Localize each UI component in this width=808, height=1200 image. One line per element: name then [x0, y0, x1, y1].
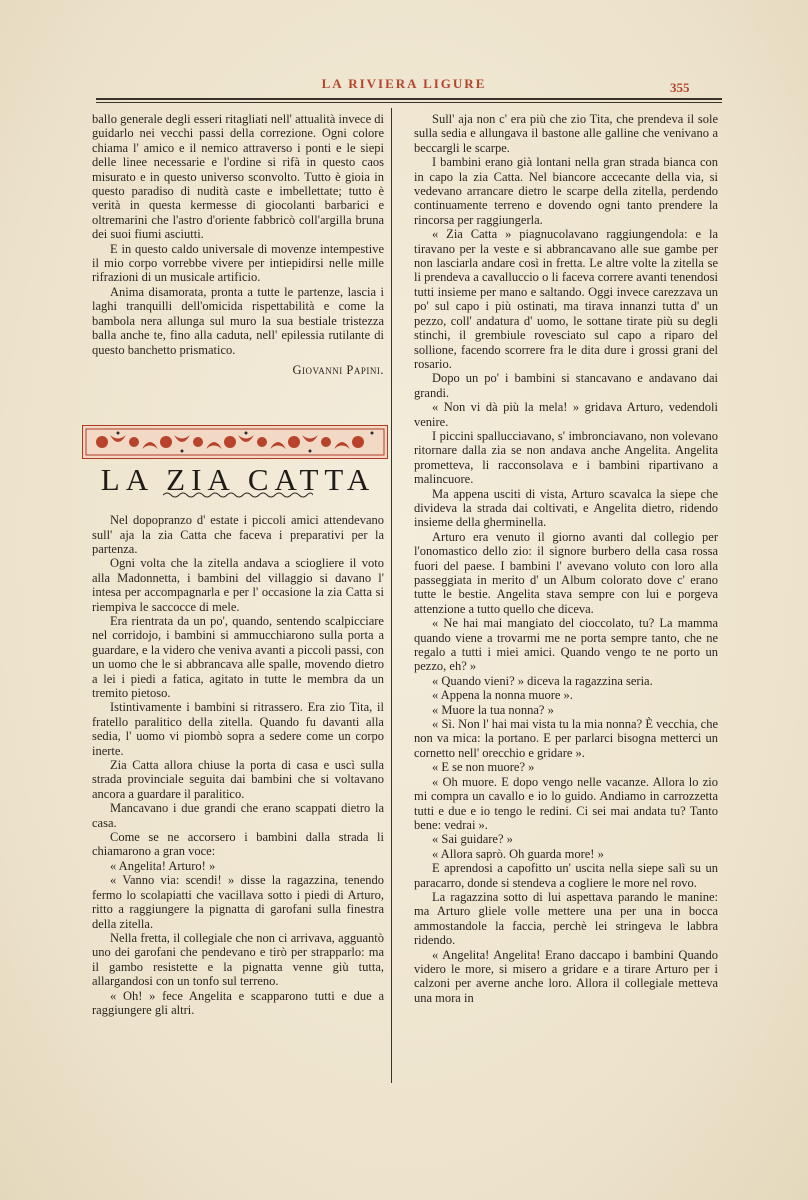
paragraph: Istintivamente i bambini si ritrassero. Era zio Tita, il fratello paralitico della zitella. Quando fu davanti alla sedia, l' uomo vi piombò sopra a sedere come un corpo inerte.: [92, 700, 384, 758]
paragraph: ballo generale degli esseri ritagliati nell' attualità invece di guidarlo nei vecchi passi della correzione. Ogni colore chiama l' amico e il nemico attraverso i ponti e le siepi delle linee necessarie e l'ordine si rifà in questo caos misurato e in questo universo sconvolto. Tutto è gioia in questo paradiso di nudità caste e imbellettate; tutto è verità in questa kermesse di giocolanti barbarici e oltremarini che l'astro d'oriente fabbricò coll'argilla bruna dei suoi fiumi asciutti.: [92, 112, 384, 242]
paragraph: Arturo era venuto il giorno avanti dal collegio per l'onomastico dello zio: il signore burbero della casa rossa fuori del paese. I bambini l' avevano voluto con loro alla passeggiata in merito d' un Album colorato dove c' erano tutte le bestie. Angelita stava sempre con lui e porgeva attenzione a tutto quello che diceva.: [414, 529, 718, 616]
paragraph: Nella fretta, il collegiale che non ci arrivava, agguantò uno dei garofani che pendevano e tirò per strapparlo: ma il gambo resistette e la pignatta venne giù tutta, allargandosi con un tonfo sul terreno.: [92, 930, 384, 989]
paragraph: « Quando vieni? » diceva la ragazzina seria.: [432, 673, 653, 688]
paragraph: Zia Catta allora chiuse la porta di casa e uscì sulla strada provinciale seguita dai bambini che si voltavano ancora a guardare il paralitico.: [92, 758, 384, 801]
paragraph: « E se non muore? »: [432, 760, 535, 775]
paragraph: E in questo caldo universale di movenze intempestive il mio corpo vorrebbe vivere per intiepidirsi nelle mille rifrazioni di un musicale artificio.: [92, 241, 384, 285]
paragraph: La ragazzina sotto di lui aspettava parando le manine: ma Arturo gliele volle mettere una per una in bocca ammostandole la faccia, perchè lei stringeva le labbra ridendo.: [414, 889, 718, 948]
paragraph: Sull' aja non c' era più che zio Tita, che prendeva il sole sulla sedia e allungava il bastone alle galline che venivano a beccargli le scarpe.: [414, 112, 718, 155]
author-signature: Giovanni Papini.: [292, 362, 384, 377]
running-header: LA RIVIERA LIGURE: [321, 76, 487, 91]
paragraph: « Vanno via: scendi! » disse la ragazzina, tenendo fermo lo scolapiatti che vacillava sotto i piedi di Arturo, ritto a raggiungere la pignatta di garofani sulla finestra della zitella.: [92, 873, 384, 931]
column-divider: [391, 108, 392, 1083]
paragraph: « Oh! » fece Angelita e scapparono tutti e due a raggiungere gli altri.: [92, 988, 384, 1017]
paragraph: Mancavano i due grandi che erano scappati dietro la casa.: [92, 801, 384, 830]
paragraph: « Muore la tua nonna? »: [432, 702, 554, 717]
paragraph: Ma appena usciti di vista, Arturo scavalca la siepe che divideva la strada dai coltivati, e Angelita dietro, ridendo insieme della gherminella.: [414, 486, 718, 530]
paragraph: Nel dopopranzo d' estate i piccoli amici attendevano sull' aja la zia Catta che faceva i preparativi per la partenza.: [92, 513, 384, 556]
paragraph: « Non vi dà più la mela! » gridava Arturo, vedendoli venire.: [414, 400, 718, 429]
paragraph: I bambini erano già lontani nella gran strada bianca con in capo la zia Catta. Nel biancore accecante della via, si vedevano arrancare dietro le scarpe della zitella, perdendo continuamente terreno e dovendo ogni tanto prendere la rincorsa per raggiungerla.: [414, 155, 718, 227]
paragraph: « Ne hai mai mangiato del cioccolato, tu? La mamma quando viene a trovarmi me ne porta sempre tanto, che ne regalo a tutti i miei amici. Quando vengo te ne porto un pezzo, eh? »: [414, 616, 718, 674]
paragraph: « Angelita! Arturo! »: [110, 858, 216, 873]
right-column: [414, 112, 718, 1005]
paragraph: « Appena la nonna muore ».: [432, 688, 573, 703]
paragraph: Era rientrata da un po', quando, sentendo scalpicciare nel corridojo, i bambini si ammucchiarono sulla porta a guardare, e la videro che veniva avanti a piccoli passi, con un uomo che le si abbrancava alle spalle, movendo dietro a lei i piedi a fatica, agitato in tutte le membra da un tremito pietoso.: [92, 613, 384, 700]
paragraph: E aprendosi a capofitto un' uscita nella siepe salì su un paracarro, donde si stendeva a cogliere le more nel rovo.: [414, 861, 718, 890]
decorative-ornament-band: [82, 425, 388, 459]
paragraph: « Angelita! Angelita! Erano daccapo i bambini Quando videro le more, si misero a gridare e a tirare Arturo per i calzoni per averne anche loro. Allora il collegiale metteva una mora in: [414, 947, 718, 1005]
paragraph: « Zia Catta » piagnucolavano raggiungendola: e la tiravano per la veste e si abbrancavano alle sue gambe per non lasciarla andare così in fretta. Le altre volte la zitella se li prendeva a cavalluccio o li faceva correre avanti tenendosi tutti insieme per mano e saltando. Oggi invece carezzava un po' sul capo i più ostinati, ma tirava innanzi tutta d' un pezzo, coll' andatura d' uomo, le sottane tirate più su degli stinchi, il grembiule rovesciato sul capo a riparo del sollione, facendo scorrere fra le dita dure i grossi grani del rosario.: [414, 227, 718, 371]
paragraph: « Sai guidare? »: [432, 832, 513, 847]
paragraph: Dopo un po' i bambini si stancavano e andavano dai grandi.: [414, 371, 718, 400]
story-title: LA ZIA CATTA: [100, 461, 376, 497]
page-number: 355: [670, 80, 690, 95]
paragraph: I piccini spallucciavano, s' imbronciavano, non volevano ritornare dalla zia se non andava anche Angelita. Angelita prometteva, li racconsolava e i bambini ripartivano a malincuore.: [414, 428, 718, 487]
paragraph: « Oh muore. E dopo vengo nelle vacanze. Allora lo zio mi compra un cavallo e io lo guido. Andiamo in carrozzetta tutti e due e io tengo le redini. Ci sei mai andata tu? Tanto bene: vedrai ».: [414, 774, 718, 832]
paragraph: « Allora saprò. Oh guarda more! »: [432, 846, 604, 861]
left-column: [92, 112, 384, 1017]
paragraph: Anima disamorata, pronta a tutte le partenze, lascia i laghi tranquilli dell'omicida rispettabilità e come la bambola nera allunga sul muro la sua bestiale tristezza balla anche te, fino alla caduta, nell' epilessia rutilante di questo banchetto prismatico.: [92, 284, 384, 357]
paragraph: « Sì. Non l' hai mai vista tu la mia nonna? È vecchia, che non va mica: la portano. E per parlarci bisogna metterci un cornetto nell' orecchio e gridare ».: [414, 717, 718, 760]
header-rule-thin: [96, 102, 722, 103]
header-rule: [96, 98, 722, 100]
paragraph: Ogni volta che la zitella andava a sciogliere il voto alla Madonnetta, i bambini del villaggio si davano l' intesa per accompagnarla e per l' occasione la zia Catta si riempiva le saccocce di mele.: [92, 556, 384, 614]
paragraph: Come se ne accorsero i bambini dalla strada li chiamarono a gran voce:: [92, 830, 384, 859]
